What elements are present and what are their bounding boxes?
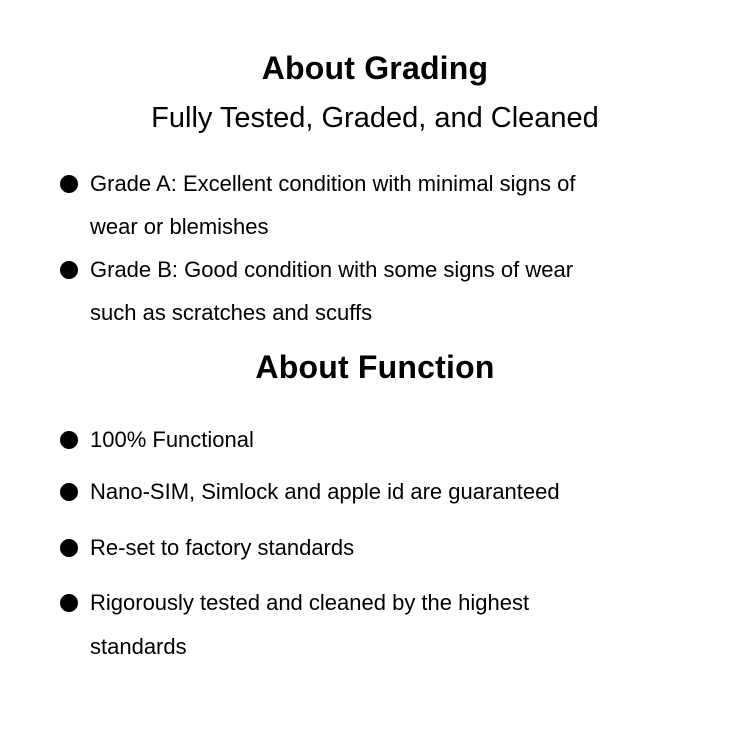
bullet-icon (60, 483, 78, 501)
bullet-icon (60, 175, 78, 193)
list-item-line: Re-set to factory standards (90, 535, 355, 560)
grading-section-title: About Grading (261, 50, 489, 86)
list-item-grade-b (60, 248, 575, 334)
grading-list (60, 162, 575, 334)
bullet-icon (60, 594, 78, 612)
list-item-line: such as scratches and scuffs (90, 300, 373, 325)
list-item-functional (60, 418, 254, 462)
function-section-title: About Function (255, 349, 495, 385)
bullet-icon (60, 431, 78, 449)
list-item-line: Grade B: Good condition with some signs of wear (90, 257, 574, 282)
list-item-sim (60, 470, 560, 514)
list-item-line: Rigorously tested and cleaned by the highest (90, 590, 530, 615)
list-item-tested (60, 581, 529, 669)
bullet-icon (60, 261, 78, 279)
list-item-line: standards (90, 634, 187, 659)
list-item-line: Nano-SIM, Simlock and apple id are guaranteed (90, 479, 560, 504)
grading-section-subtitle: Fully Tested, Graded, and Cleaned (151, 102, 599, 134)
list-item-reset (60, 526, 354, 570)
list-item-grade-a (60, 162, 575, 248)
bullet-icon (60, 539, 78, 557)
list-item-line: 100% Functional (90, 427, 254, 452)
list-item-line: wear or blemishes (90, 214, 269, 239)
list-item-line: Grade A: Excellent condition with minimal signs of (90, 171, 576, 196)
